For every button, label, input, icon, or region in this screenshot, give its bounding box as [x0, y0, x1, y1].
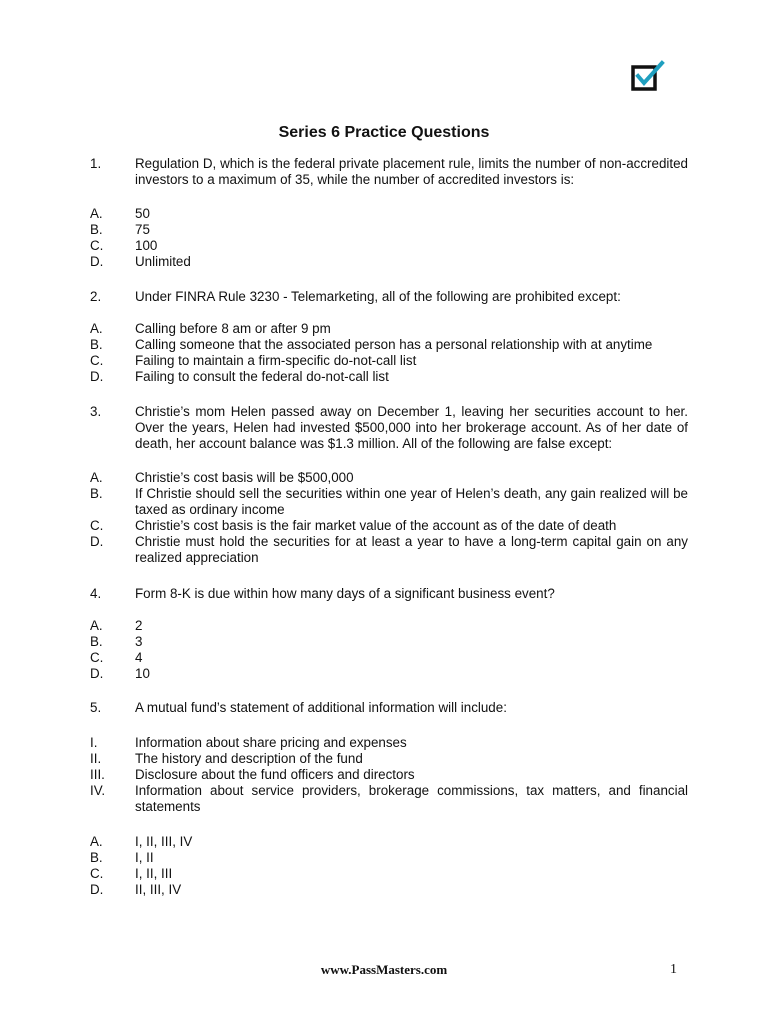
statement-label: I.	[90, 735, 98, 750]
statement-text: Disclosure about the fund officers and directors	[135, 767, 415, 782]
option-text: Calling before 8 am or after 9 pm	[135, 321, 331, 336]
option-label: B.	[90, 850, 103, 865]
option-label: D.	[90, 534, 104, 549]
option-label: D.	[90, 369, 104, 384]
option-label: D.	[90, 254, 104, 269]
question-number: 4.	[90, 586, 102, 601]
question-text: Regulation D, which is the federal private placement rule, limits the number of non-accredited investors to a maximum of 35, while the number of accredited investors is:	[135, 156, 688, 187]
option-text: II, III, IV	[135, 882, 182, 897]
option-label: A.	[90, 618, 103, 633]
option-label: A.	[90, 321, 103, 336]
option-label: D.	[90, 882, 104, 897]
option-label: B.	[90, 486, 103, 501]
option-text: 75	[135, 222, 150, 237]
option-label: B.	[90, 337, 103, 352]
option-text: 4	[135, 650, 143, 665]
question-text: A mutual fund’s statement of additional information will include:	[135, 700, 507, 715]
option-text: If Christie should sell the securities within one year of Helen’s death, any gain realized will be taxed as ordinary income	[135, 486, 688, 517]
statement-label: IV.	[90, 783, 106, 798]
option-label: A.	[90, 834, 103, 849]
statement-label: II.	[90, 751, 102, 766]
option-label: C.	[90, 238, 104, 253]
statement-text: Information about service providers, brokerage commissions, tax matters, and financial statements	[135, 783, 688, 814]
question-number: 5.	[90, 700, 102, 715]
option-text: I, II	[135, 850, 154, 865]
option-text: 50	[135, 206, 150, 221]
option-label: D.	[90, 666, 104, 681]
statement-label: III.	[90, 767, 105, 782]
option-text: Christie must hold the securities for at least a year to have a long-term capital gain on any realized appreciation	[135, 534, 688, 565]
page-title: Series 6 Practice Questions	[278, 124, 490, 141]
option-label: C.	[90, 353, 104, 368]
option-text: Failing to consult the federal do-not-call list	[135, 369, 389, 384]
option-text: Christie’s cost basis will be $500,000	[135, 470, 354, 485]
option-label: C.	[90, 650, 104, 665]
question-text: Under FINRA Rule 3230 - Telemarketing, all of the following are prohibited except:	[135, 289, 621, 304]
option-text: Christie’s cost basis is the fair market value of the account as of the date of death	[135, 518, 617, 533]
option-text: 3	[135, 634, 143, 649]
question-text: Christie’s mom Helen passed away on December 1, leaving her securities account to her. Over the years, Helen had invested $500,000 into her brokerage account. As of her date of death, her account balance was $1.3 million. All of the following are false except:	[135, 404, 688, 451]
question-number: 1.	[90, 156, 102, 171]
question-text: Form 8-K is due within how many days of a significant business event?	[135, 586, 555, 601]
option-text: Calling someone that the associated person has a personal relationship with at anytime	[135, 337, 653, 352]
statement-text: Information about share pricing and expenses	[135, 735, 407, 750]
statement-text: The history and description of the fund	[135, 751, 363, 766]
option-text: I, II, III, IV	[135, 834, 193, 849]
option-label: A.	[90, 470, 103, 485]
option-label: C.	[90, 518, 104, 533]
option-label: C.	[90, 866, 104, 881]
option-text: Failing to maintain a firm-specific do-not-call list	[135, 353, 417, 368]
option-text: 100	[135, 238, 158, 253]
option-text: Unlimited	[135, 254, 191, 269]
option-label: B.	[90, 634, 103, 649]
question-number: 2.	[90, 289, 102, 304]
option-label: A.	[90, 206, 103, 221]
question-number: 3.	[90, 404, 102, 419]
page-number: 1	[670, 962, 677, 977]
option-text: 10	[135, 666, 150, 681]
checkbox-check-icon	[630, 60, 666, 94]
option-text: 2	[135, 618, 143, 633]
footer-url: www.PassMasters.com	[320, 962, 448, 977]
option-label: B.	[90, 222, 103, 237]
option-text: I, II, III	[135, 866, 173, 881]
